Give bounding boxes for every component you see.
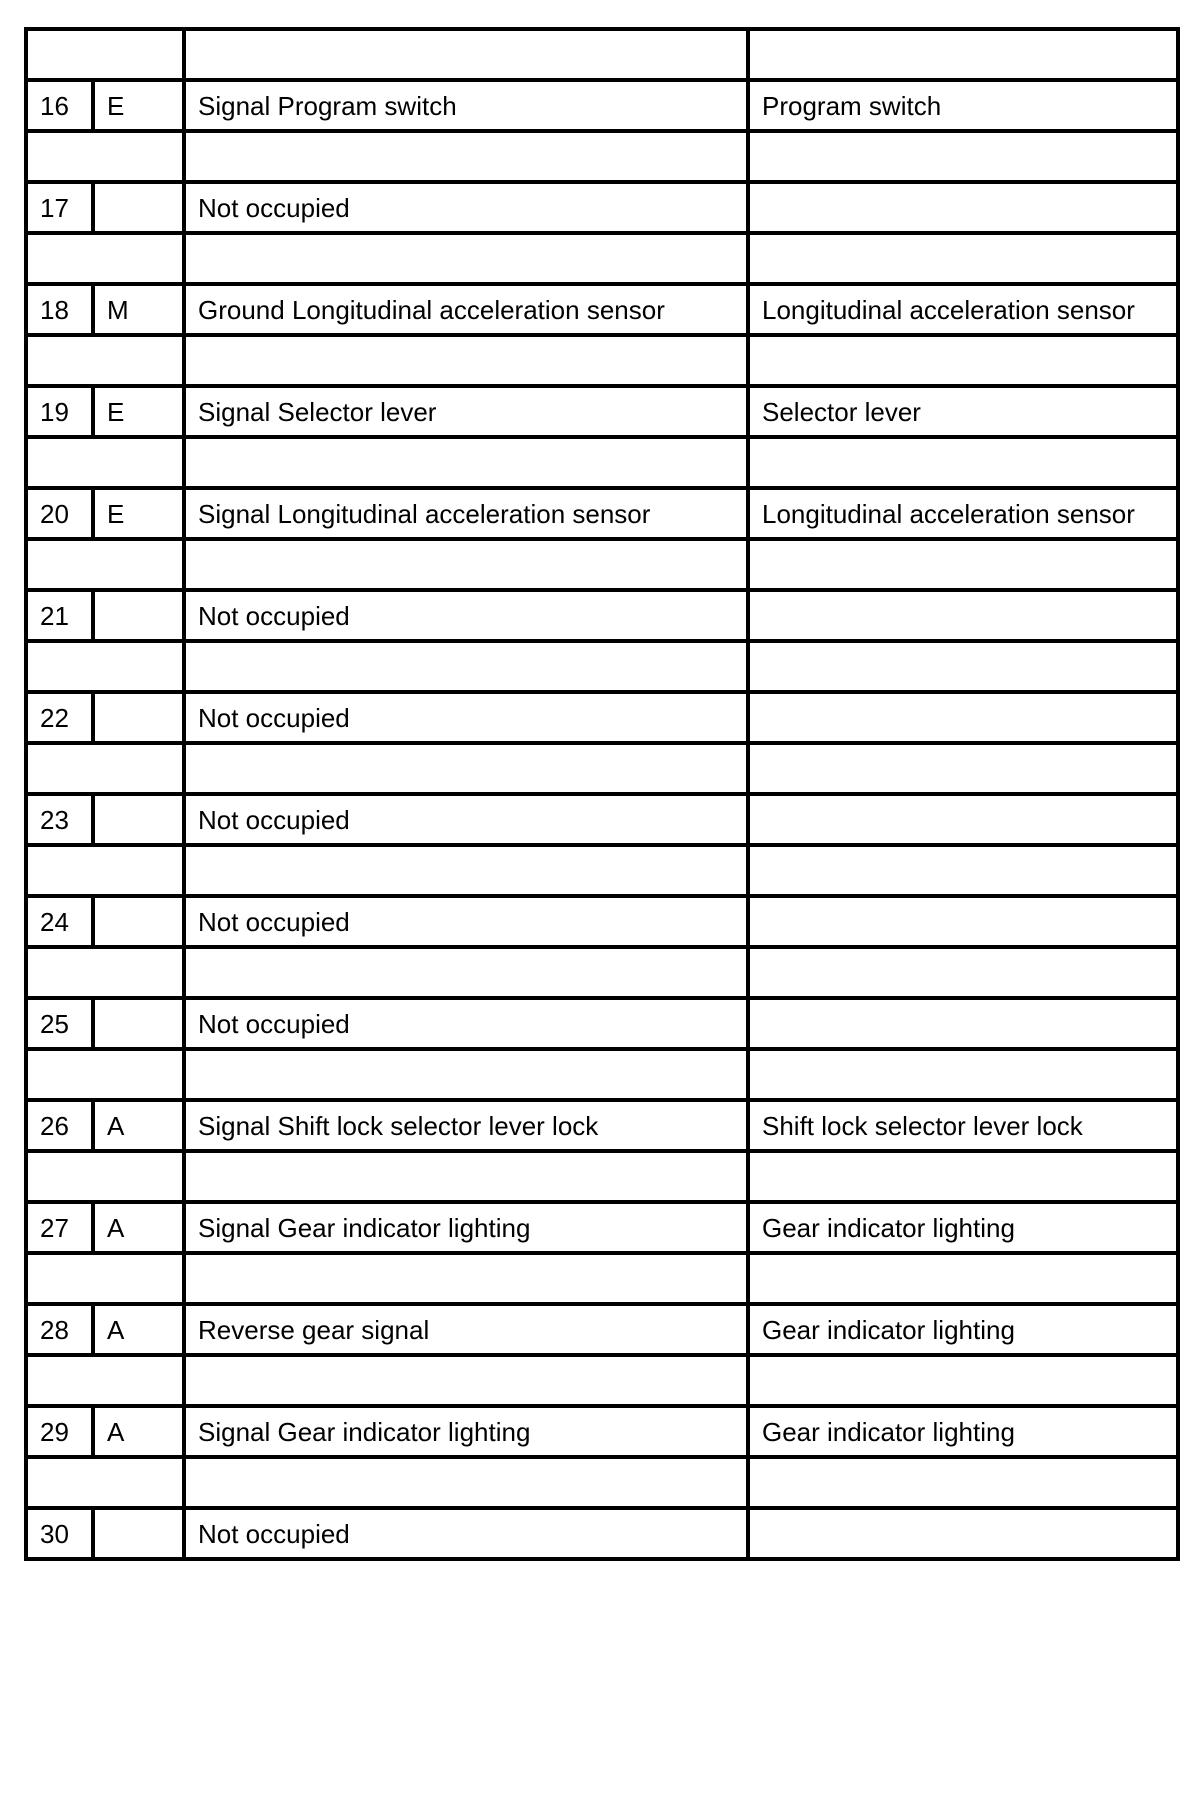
pin-number-cell: 22 (26, 692, 93, 743)
table-row (26, 1202, 1178, 1253)
spacer-row (26, 1355, 1178, 1406)
pin-number-cell: 18 (26, 284, 93, 335)
signal-type-cell (93, 998, 184, 1049)
table-row (26, 692, 1178, 743)
component-cell (748, 794, 1178, 845)
signal-type-cell: M (93, 284, 184, 335)
spacer-row (26, 131, 1178, 182)
spacer-row (26, 1049, 1178, 1100)
spacer-cell (184, 845, 748, 896)
spacer-row (26, 1457, 1178, 1508)
spacer-row (26, 743, 1178, 794)
function-cell: Ground Longitudinal acceleration sensor (184, 284, 748, 335)
component-cell: Gear indicator lighting (748, 1202, 1178, 1253)
spacer-cell (748, 743, 1178, 794)
function-cell: Not occupied (184, 794, 748, 845)
spacer-cell (184, 947, 748, 998)
spacer-cell (748, 1355, 1178, 1406)
spacer-cell (26, 947, 184, 998)
pin-number-cell: 29 (26, 1406, 93, 1457)
table-row (26, 998, 1178, 1049)
spacer-row (26, 539, 1178, 590)
table-row (26, 386, 1178, 437)
spacer-cell (748, 131, 1178, 182)
spacer-cell (184, 1049, 748, 1100)
spacer-row (26, 641, 1178, 692)
signal-type-cell: A (93, 1202, 184, 1253)
spacer-cell (26, 1457, 184, 1508)
pin-number-cell: 27 (26, 1202, 93, 1253)
component-cell: Longitudinal acceleration sensor (748, 488, 1178, 539)
spacer-cell (26, 1355, 184, 1406)
pin-number-cell: 20 (26, 488, 93, 539)
spacer-row (26, 1253, 1178, 1304)
spacer-cell (26, 29, 184, 80)
spacer-cell (26, 437, 184, 488)
component-cell: Gear indicator lighting (748, 1406, 1178, 1457)
spacer-row (26, 233, 1178, 284)
component-cell (748, 998, 1178, 1049)
component-cell (748, 590, 1178, 641)
table-row (26, 896, 1178, 947)
function-cell: Signal Gear indicator lighting (184, 1202, 748, 1253)
function-cell: Signal Program switch (184, 80, 748, 131)
table-row (26, 80, 1178, 131)
signal-type-cell: E (93, 386, 184, 437)
table-row (26, 1304, 1178, 1355)
table-row (26, 1406, 1178, 1457)
spacer-cell (748, 1457, 1178, 1508)
spacer-cell (26, 845, 184, 896)
spacer-row (26, 845, 1178, 896)
component-cell (748, 182, 1178, 233)
function-cell: Signal Gear indicator lighting (184, 1406, 748, 1457)
table-row (26, 1100, 1178, 1151)
spacer-cell (748, 1253, 1178, 1304)
function-cell: Not occupied (184, 1508, 748, 1559)
component-cell: Program switch (748, 80, 1178, 131)
pin-number-cell: 30 (26, 1508, 93, 1559)
spacer-cell (748, 29, 1178, 80)
component-cell: Shift lock selector lever lock (748, 1100, 1178, 1151)
spacer-row (26, 29, 1178, 80)
spacer-cell (748, 1049, 1178, 1100)
signal-type-cell (93, 794, 184, 845)
spacer-row (26, 437, 1178, 488)
pin-number-cell: 21 (26, 590, 93, 641)
spacer-cell (26, 1151, 184, 1202)
table-row (26, 590, 1178, 641)
component-cell (748, 896, 1178, 947)
spacer-cell (748, 641, 1178, 692)
function-cell: Not occupied (184, 182, 748, 233)
spacer-cell (184, 1253, 748, 1304)
spacer-row (26, 1151, 1178, 1202)
spacer-cell (748, 1151, 1178, 1202)
spacer-cell (26, 131, 184, 182)
spacer-cell (26, 539, 184, 590)
function-cell: Reverse gear signal (184, 1304, 748, 1355)
signal-type-cell (93, 182, 184, 233)
signal-type-cell (93, 1508, 184, 1559)
table-row (26, 284, 1178, 335)
signal-type-cell (93, 692, 184, 743)
component-cell: Selector lever (748, 386, 1178, 437)
spacer-cell (184, 641, 748, 692)
component-cell (748, 692, 1178, 743)
spacer-cell (184, 1151, 748, 1202)
function-cell: Signal Longitudinal acceleration sensor (184, 488, 748, 539)
spacer-cell (184, 131, 748, 182)
signal-type-cell: E (93, 488, 184, 539)
spacer-row (26, 947, 1178, 998)
spacer-cell (748, 539, 1178, 590)
function-cell: Signal Shift lock selector lever lock (184, 1100, 748, 1151)
signal-type-cell: E (93, 80, 184, 131)
signal-type-cell: A (93, 1100, 184, 1151)
pin-number-cell: 16 (26, 80, 93, 131)
table-row (26, 1508, 1178, 1559)
spacer-cell (184, 233, 748, 284)
spacer-cell (26, 1049, 184, 1100)
pin-assignment-table (24, 27, 1180, 1561)
spacer-cell (26, 335, 184, 386)
spacer-cell (184, 1355, 748, 1406)
spacer-cell (748, 947, 1178, 998)
component-cell: Gear indicator lighting (748, 1304, 1178, 1355)
function-cell: Not occupied (184, 998, 748, 1049)
spacer-cell (26, 1253, 184, 1304)
spacer-cell (748, 233, 1178, 284)
table-row (26, 182, 1178, 233)
function-cell: Not occupied (184, 896, 748, 947)
spacer-cell (184, 743, 748, 794)
spacer-cell (26, 641, 184, 692)
signal-type-cell (93, 590, 184, 641)
table-row (26, 794, 1178, 845)
spacer-cell (26, 233, 184, 284)
pin-number-cell: 28 (26, 1304, 93, 1355)
spacer-cell (26, 743, 184, 794)
pin-number-cell: 24 (26, 896, 93, 947)
spacer-cell (184, 1457, 748, 1508)
spacer-cell (748, 335, 1178, 386)
component-cell: Longitudinal acceleration sensor (748, 284, 1178, 335)
pin-number-cell: 23 (26, 794, 93, 845)
function-cell: Signal Selector lever (184, 386, 748, 437)
function-cell: Not occupied (184, 590, 748, 641)
function-cell: Not occupied (184, 692, 748, 743)
pin-number-cell: 19 (26, 386, 93, 437)
spacer-cell (184, 539, 748, 590)
spacer-cell (184, 437, 748, 488)
component-cell (748, 1508, 1178, 1559)
spacer-cell (748, 437, 1178, 488)
spacer-cell (184, 29, 748, 80)
spacer-cell (184, 335, 748, 386)
signal-type-cell: A (93, 1406, 184, 1457)
signal-type-cell: A (93, 1304, 184, 1355)
pin-number-cell: 25 (26, 998, 93, 1049)
spacer-cell (748, 845, 1178, 896)
pin-number-cell: 26 (26, 1100, 93, 1151)
signal-type-cell (93, 896, 184, 947)
table-row (26, 488, 1178, 539)
pin-number-cell: 17 (26, 182, 93, 233)
spacer-row (26, 335, 1178, 386)
pin-table-body (26, 29, 1178, 1559)
